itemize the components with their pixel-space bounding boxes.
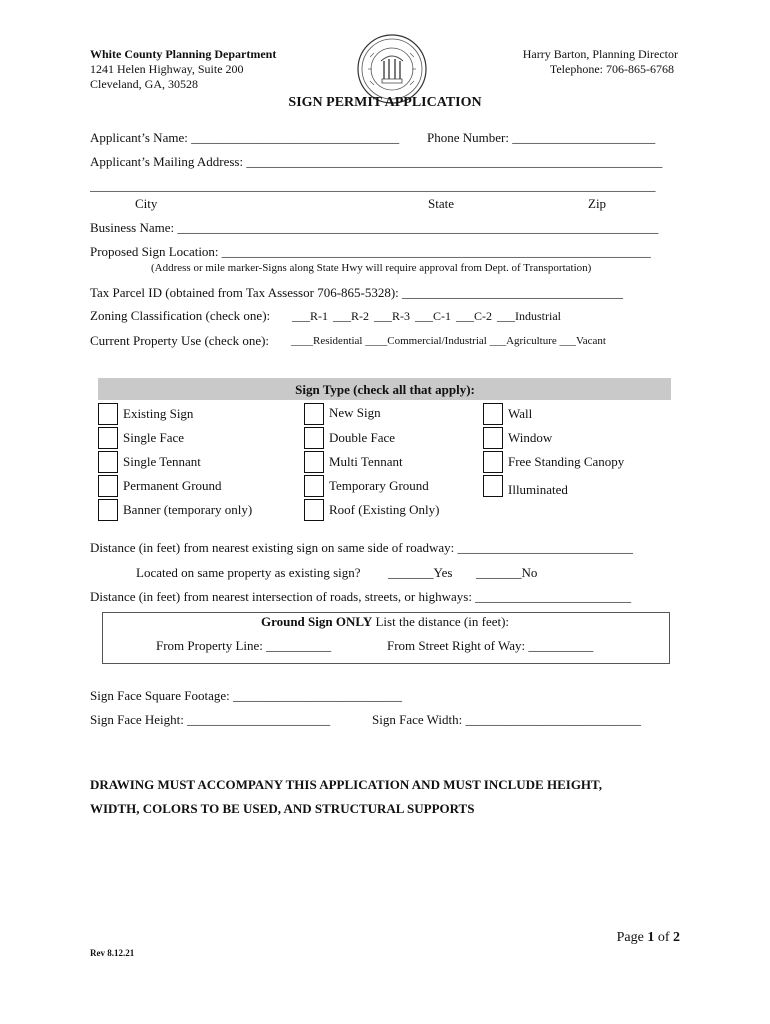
option-single-tennant: Single Tennant xyxy=(123,454,201,469)
option-new-sign: New Sign xyxy=(329,405,381,420)
state-label: State xyxy=(428,196,454,211)
zoning-label: Zoning Classification (check one): xyxy=(90,308,271,323)
checkbox-double-face[interactable] xyxy=(304,427,324,449)
option-existing-sign: Existing Sign xyxy=(123,406,194,421)
notice-line-1: DRAWING MUST ACCOMPANY THIS APPLICATION AND MUST INCLUDE HEIGHT, xyxy=(90,777,603,792)
sign-type-title: Sign Type (check all that apply): xyxy=(295,382,475,397)
option-wall: Wall xyxy=(508,406,533,421)
distance-intersection-field[interactable]: Distance (in feet) from nearest intersection of roads, streets, or highways: ________________________ xyxy=(90,589,632,604)
form-title: SIGN PERMIT APPLICATION xyxy=(288,95,482,110)
option-illuminated: Illuminated xyxy=(508,482,568,497)
page-indicator xyxy=(617,930,680,946)
option-roof: Roof (Existing Only) xyxy=(329,502,440,517)
checkbox-temporary-ground[interactable] xyxy=(304,475,324,497)
checkbox-wall[interactable] xyxy=(483,403,503,425)
checkbox-new-sign[interactable] xyxy=(304,403,324,425)
business-name-field[interactable]: Business Name: __________________________________________________________________________ xyxy=(90,220,659,235)
same-property-question: Located on same property as existing sign? xyxy=(136,565,361,580)
page-mid: of xyxy=(654,930,673,945)
checkbox-banner[interactable] xyxy=(98,499,118,521)
city-label: City xyxy=(135,196,158,211)
checkbox-single-face[interactable] xyxy=(98,427,118,449)
address-line-field[interactable]: _______________________________________________________________________________________ xyxy=(90,178,656,193)
telephone: Telephone: 706-865-6768 xyxy=(549,62,674,76)
checkbox-roof[interactable] xyxy=(304,499,324,521)
option-permanent-ground: Permanent Ground xyxy=(123,478,222,493)
tax-parcel-field[interactable]: Tax Parcel ID (obtained from Tax Assessor 706-865-5328): __________________________________ xyxy=(90,285,624,300)
street-right-of-way-field[interactable]: From Street Right of Way: __________ xyxy=(387,638,594,653)
address-line-1: 1241 Helen Highway, Suite 200 xyxy=(90,62,244,76)
phone-number-field[interactable]: Phone Number: ______________________ xyxy=(427,130,656,145)
page-number: 1 xyxy=(647,930,655,945)
applicant-name-field[interactable]: Applicant’s Name: ________________________________ xyxy=(90,130,400,145)
same-property-yes[interactable]: _______Yes xyxy=(388,565,453,580)
option-single-face: Single Face xyxy=(123,430,185,445)
director-name: Harry Barton, Planning Director xyxy=(522,47,678,61)
option-temporary-ground: Temporary Ground xyxy=(329,478,429,493)
zip-label: Zip xyxy=(588,196,607,211)
property-use-label: Current Property Use (check one): xyxy=(90,333,270,348)
zoning-options[interactable]: ___R-1 ___R-2 ___R-3 ___C-1 ___C-2 ___Industrial xyxy=(292,309,561,323)
option-double-face: Double Face xyxy=(329,430,396,445)
page-prefix: Page xyxy=(616,930,648,945)
ground-sign-title xyxy=(0,614,770,630)
page-total: 2 xyxy=(673,930,680,945)
notice-line-2: WIDTH, COLORS TO BE USED, AND STRUCTURAL SUPPORTS xyxy=(90,801,475,816)
checkbox-existing-sign[interactable] xyxy=(98,403,118,425)
sign-location-field[interactable]: Proposed Sign Location: __________________________________________________________________ xyxy=(90,244,651,259)
checkbox-illuminated[interactable] xyxy=(483,475,503,497)
sign-width-field[interactable]: Sign Face Width: ___________________________ xyxy=(372,712,641,727)
ground-sign-title-rest: List the distance (in feet): xyxy=(372,614,510,629)
checkbox-single-tennant[interactable] xyxy=(98,451,118,473)
sign-height-field[interactable]: Sign Face Height: ______________________ xyxy=(90,712,331,727)
square-footage-field[interactable]: Sign Face Square Footage: __________________________ xyxy=(90,688,402,703)
property-use-options[interactable]: ____Residential ____Commercial/Industrial ___Agriculture ___Vacant xyxy=(291,335,606,347)
option-free-standing-canopy: Free Standing Canopy xyxy=(508,454,625,469)
option-multi-tennant: Multi Tennant xyxy=(329,454,403,469)
option-banner: Banner (temporary only) xyxy=(123,502,253,517)
checkbox-multi-tennant[interactable] xyxy=(304,451,324,473)
revision-label: Rev 8.12.21 xyxy=(90,948,135,958)
address-line-2: Cleveland, GA, 30528 xyxy=(90,77,198,91)
option-window: Window xyxy=(508,430,553,445)
checkbox-free-standing-canopy[interactable] xyxy=(483,451,503,473)
location-note: (Address or mile marker-Signs along State Hwy will require approval from Dept. of Transportation) xyxy=(151,262,592,274)
checkbox-window[interactable] xyxy=(483,427,503,449)
department-name: White County Planning Department xyxy=(90,47,277,61)
distance-existing-sign-field[interactable]: Distance (in feet) from nearest existing sign on same side of roadway: ___________________________ xyxy=(90,540,633,555)
property-line-field[interactable]: From Property Line: __________ xyxy=(156,638,332,653)
same-property-no[interactable]: _______No xyxy=(476,565,538,580)
mailing-address-field[interactable]: Applicant’s Mailing Address: ________________________________________________________________ xyxy=(90,154,663,169)
checkbox-permanent-ground[interactable] xyxy=(98,475,118,497)
ground-sign-title-bold: Ground Sign ONLY xyxy=(260,614,373,629)
